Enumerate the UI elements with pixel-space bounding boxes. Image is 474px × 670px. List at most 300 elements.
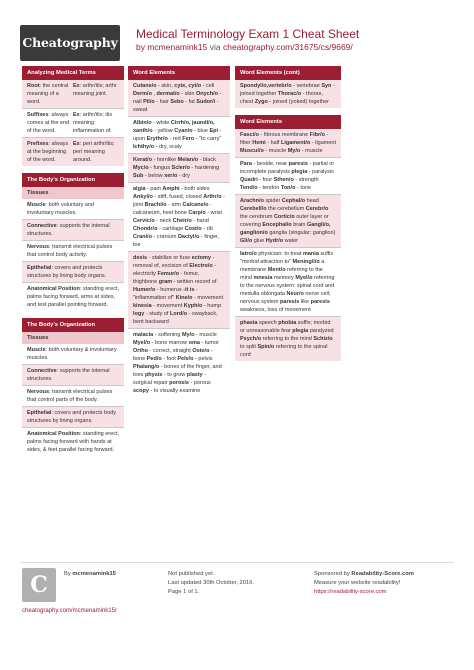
table-row bbox=[22, 406, 124, 427]
word-elements-table bbox=[128, 80, 230, 397]
table-row bbox=[128, 153, 230, 182]
word-element-term: algia bbox=[133, 186, 146, 192]
term-definition: : always at the beginning of the word. bbox=[27, 141, 69, 163]
word-element-term: Thorac/o bbox=[277, 91, 302, 97]
word-element-term: Electro/o bbox=[189, 263, 213, 269]
term-definition: : standing erect, palms facing forward, arms at sides, and test parallel pointing forward. bbox=[27, 286, 120, 308]
table-row bbox=[22, 240, 124, 261]
tissues-subheader-2: Tissues bbox=[22, 332, 124, 344]
word-element-meaning: - porous bbox=[188, 380, 211, 386]
author-name-link[interactable]: mcmenamink15 bbox=[72, 571, 116, 577]
word-element-meaning: - tone bbox=[295, 185, 312, 191]
word-element-meaning: - muscle bbox=[300, 148, 323, 154]
word-element-term: Fero bbox=[182, 136, 195, 142]
word-element-term: Myc/o bbox=[133, 165, 149, 171]
word-element-term: plasty bbox=[186, 372, 203, 378]
word-element-term: -it is bbox=[183, 287, 195, 293]
word-element-meaning: - below bbox=[143, 173, 165, 179]
word-element-term: paresis bbox=[288, 161, 308, 167]
word-element-term: Iatro/o bbox=[240, 251, 257, 257]
word-element-term: Spin/o bbox=[257, 344, 275, 350]
word-element-meaning: the cerebrum bbox=[240, 214, 274, 220]
term-name: Connective bbox=[27, 223, 57, 229]
word-element-term: Sthen/o bbox=[273, 177, 294, 183]
word-element-meaning: - "to carry" bbox=[194, 136, 222, 142]
word-element-term: Gli/o bbox=[240, 238, 253, 244]
word-element-term: physis bbox=[144, 372, 163, 378]
sponsored-label: Sponsored by bbox=[314, 571, 350, 577]
body-organization-table-2 bbox=[22, 344, 124, 456]
word-element-term: Pelv/o bbox=[177, 356, 194, 362]
word-element-term: Gangli/o, ganglion/o bbox=[240, 222, 331, 236]
word-element-meaning: ganglia (singular: ganglion) bbox=[267, 230, 336, 236]
word-element-term: gram bbox=[158, 279, 173, 285]
column-1 bbox=[22, 66, 124, 456]
table-row bbox=[22, 199, 124, 219]
word-element-term: Phalang/o bbox=[133, 364, 160, 370]
word-element-term: kinesia bbox=[133, 303, 152, 309]
word-element-meaning: weakness, loss of movement bbox=[240, 307, 311, 313]
word-element-term: paresis bbox=[280, 299, 300, 305]
word-element-term: Oste/o bbox=[192, 348, 210, 354]
word-element-meaning: - stabilize or fuse bbox=[147, 255, 192, 261]
word-element-meaning: referring to the mind bbox=[240, 267, 323, 281]
word-element-term: Fibr/o bbox=[309, 132, 325, 138]
word-element-term: xer/o bbox=[164, 173, 178, 179]
word-element-term: scopy bbox=[133, 388, 149, 394]
word-element-meaning: - dry, scaly bbox=[154, 144, 182, 150]
analyzing-medical-terms-header: Analyzing Medical Terms bbox=[22, 66, 124, 80]
sponsor-tagline: Measure your website readability! bbox=[314, 580, 401, 586]
word-elements-cont-header: Word Elements (cont) bbox=[235, 66, 341, 80]
analyzing-medical-terms-table bbox=[22, 80, 124, 166]
word-elements-header-2: Word Elements bbox=[235, 115, 341, 129]
example-cell bbox=[73, 111, 119, 135]
table-row bbox=[235, 247, 341, 316]
body-organization-table-1 bbox=[22, 199, 124, 311]
word-element-meaning: - thorax, chest bbox=[240, 91, 323, 105]
word-element-term: Cephal/o bbox=[281, 198, 306, 204]
word-element-meaning: - cartilage bbox=[157, 226, 185, 232]
word-element-term: Tend/o bbox=[240, 185, 258, 191]
word-element-term: Spondyl/o,vertebr/o bbox=[240, 83, 292, 89]
word-element-meaning: - skin, bbox=[156, 83, 175, 89]
word-element-meaning: - fat bbox=[183, 99, 197, 105]
word-element-term: Brachi/o bbox=[144, 202, 167, 208]
table-row bbox=[235, 129, 341, 157]
word-element-meaning: - four bbox=[257, 177, 274, 183]
word-element-term: Schiz/o bbox=[313, 336, 333, 342]
word-element-term: Cerebell/o bbox=[240, 206, 267, 212]
word-element-term: Kyph/o bbox=[183, 303, 203, 309]
table-row bbox=[22, 219, 124, 240]
word-element-term: Derm/o bbox=[133, 91, 152, 97]
word-element-term: Fasci/o bbox=[240, 132, 259, 138]
word-element-term: Cortic/o bbox=[273, 214, 295, 220]
word-element-meaning: - wrist bbox=[205, 210, 222, 216]
word-element-meaning: - movement bbox=[192, 295, 224, 301]
word-element-meaning: - muscle bbox=[263, 148, 288, 154]
example-cell bbox=[73, 140, 119, 164]
table-row bbox=[235, 80, 341, 108]
word-element-meaning: referring to the nervous system: spinal cord and medulla oblongata bbox=[240, 275, 335, 297]
word-element-term: Dactyl/o bbox=[177, 234, 200, 240]
table-row bbox=[22, 385, 124, 406]
table-row bbox=[22, 282, 124, 311]
word-element-term: malacia bbox=[133, 332, 154, 338]
term-definition: : both voluntary and involuntary muscles. bbox=[27, 202, 94, 216]
word-element-meaning: to split bbox=[240, 344, 258, 350]
word-element-meaning: - cell bbox=[201, 83, 215, 89]
table-row bbox=[235, 316, 341, 361]
word-element-term: logy bbox=[133, 311, 145, 317]
tissues-subheader-1: Tissues bbox=[22, 187, 124, 199]
table-row bbox=[22, 344, 124, 364]
word-element-meaning: - beside, near bbox=[251, 161, 289, 167]
word-element-term: Cheir/o bbox=[172, 218, 192, 224]
word-element-term: Syn bbox=[321, 83, 332, 89]
word-element-meaning: - hair bbox=[154, 99, 171, 105]
footer-logo-letter: C bbox=[30, 572, 48, 598]
word-element-term: Arachn/o bbox=[240, 198, 264, 204]
word-element-term: Cutane/o bbox=[133, 83, 157, 89]
word-elements-header: Word Elements bbox=[128, 66, 230, 80]
word-element-term: Arthr/o bbox=[203, 194, 222, 200]
word-element-meaning: - cranium bbox=[151, 234, 178, 240]
word-element-meaning: - tendon bbox=[257, 185, 281, 191]
word-element-meaning: physician: to treat bbox=[256, 251, 303, 257]
term-name: Anatomical Position bbox=[27, 286, 80, 292]
word-element-meaning: - joined (yoked) together bbox=[267, 99, 329, 105]
word-element-meaning: - fiber bbox=[240, 132, 329, 146]
word-element-term: Kerat/o bbox=[133, 157, 152, 163]
table-row bbox=[22, 80, 124, 108]
word-element-meaning: - foot bbox=[161, 356, 178, 362]
term-name: Prefixes bbox=[27, 141, 49, 147]
word-element-meaning: - skin bbox=[179, 91, 196, 97]
word-element-meaning: - dry bbox=[177, 173, 190, 179]
word-element-term: Psych/o bbox=[240, 336, 262, 342]
word-element-meaning: - upon bbox=[133, 128, 222, 142]
word-element-term: Sudor/i bbox=[196, 99, 216, 105]
word-element-term: My/o bbox=[287, 148, 301, 154]
word-element-meaning: - paralysis bbox=[307, 169, 334, 175]
cheatography-logo[interactable] bbox=[20, 25, 120, 61]
word-element-term: Cervic/o bbox=[133, 218, 155, 224]
word-element-term: Quadri bbox=[240, 177, 258, 183]
word-element-term: Amphi bbox=[162, 186, 180, 192]
by-label: By bbox=[64, 571, 71, 577]
word-element-term: Ligament/o bbox=[280, 140, 311, 146]
word-element-term: Melan/o bbox=[177, 157, 199, 163]
table-row bbox=[128, 251, 230, 328]
example-label: Ex bbox=[73, 83, 80, 89]
word-element-meaning: - red bbox=[167, 136, 183, 142]
word-element-meaning: - hand bbox=[191, 218, 209, 224]
word-element-meaning: - "inflammation of" bbox=[133, 287, 198, 301]
word-element-term: phasia bbox=[240, 320, 258, 326]
word-element-meaning: - hornlike bbox=[151, 157, 178, 163]
example-text: : peri arthr/itis; peri meaning around. bbox=[73, 141, 115, 163]
word-element-meaning: - half bbox=[265, 140, 281, 146]
word-element-term: Ton/o bbox=[280, 185, 296, 191]
word-element-term: Epi bbox=[209, 128, 218, 134]
word-element-meaning: head bbox=[305, 198, 319, 204]
word-element-meaning: - muscle bbox=[194, 332, 217, 338]
table-row bbox=[22, 261, 124, 282]
footer-divider bbox=[20, 562, 454, 563]
word-element-term: cyte, cyt/o bbox=[174, 83, 202, 89]
table-row bbox=[235, 194, 341, 247]
word-element-term: Mening/i/o bbox=[292, 259, 320, 265]
word-element-term: Ankyl/o bbox=[133, 194, 153, 200]
word-element-meaning: water bbox=[283, 238, 299, 244]
word-element-meaning: - surgical repair bbox=[133, 372, 207, 386]
word-element-term: Calcane/o bbox=[182, 202, 209, 208]
word-element-meaning: - calcaneum, heel bone bbox=[133, 202, 212, 216]
word-element-meaning: - bones of the finger, and toes bbox=[133, 364, 222, 378]
column-2 bbox=[128, 66, 230, 397]
term-definition: : covers and protects body structures by lining organs. bbox=[27, 410, 116, 424]
word-element-meaning: - movement bbox=[151, 303, 184, 309]
word-elements-table-2 bbox=[235, 129, 341, 361]
word-element-meaning: - fungus bbox=[148, 165, 172, 171]
word-element-term: Carp/o bbox=[188, 210, 206, 216]
word-element-meaning: - joint bbox=[133, 194, 225, 208]
word-element-meaning: referring to the spinal cord bbox=[240, 344, 328, 358]
word-element-meaning: suffix "morbid attraction to" bbox=[240, 251, 334, 265]
term-cell bbox=[27, 140, 73, 164]
term-cell bbox=[27, 82, 73, 106]
word-element-term: Cost/o bbox=[184, 226, 202, 232]
word-element-meaning: - to grow bbox=[162, 372, 187, 378]
term-name: Epithelial bbox=[27, 265, 52, 271]
word-element-meaning: , bbox=[151, 91, 157, 97]
word-element-meaning: memory bbox=[272, 275, 296, 281]
word-element-meaning: - correct, straight bbox=[147, 348, 193, 354]
word-element-term: Albin/o bbox=[133, 120, 152, 126]
column-3 bbox=[235, 66, 341, 361]
term-definition: : both voluntary & involuntary muscles. bbox=[27, 347, 117, 361]
word-element-meaning: - electricity bbox=[133, 263, 217, 277]
word-element-term: mnesia bbox=[253, 275, 273, 281]
word-element-meaning: - ligament bbox=[310, 140, 337, 146]
example-text: : arthr/itis; itis meaning inflammation of. bbox=[73, 112, 113, 134]
word-element-meaning: - strength bbox=[293, 177, 319, 183]
word-element-meaning: - femur, thighbone bbox=[133, 271, 200, 285]
word-element-term: Myel/o bbox=[295, 275, 313, 281]
term-definition: : supports the internal structures. bbox=[27, 223, 110, 237]
word-element-meaning: - arm bbox=[166, 202, 183, 208]
table-row bbox=[22, 427, 124, 456]
word-element-term: phobia bbox=[278, 320, 297, 326]
word-element-term: Chondr/o bbox=[133, 226, 158, 232]
example-cell bbox=[73, 82, 119, 106]
word-element-term: Sebo bbox=[170, 99, 184, 105]
word-element-term: Hydr/o bbox=[265, 238, 284, 244]
word-element-meaning: - bone marrow bbox=[150, 340, 189, 346]
table-row bbox=[128, 328, 230, 397]
word-element-term: Lord/o bbox=[170, 311, 188, 317]
word-element-term: Hemi bbox=[252, 140, 266, 146]
word-element-meaning: - pain bbox=[145, 186, 163, 192]
word-element-term: ectomy bbox=[191, 255, 211, 261]
word-element-meaning: spider bbox=[263, 198, 282, 204]
word-element-meaning: - both sides bbox=[179, 186, 210, 192]
word-element-term: desis bbox=[133, 255, 148, 261]
author-profile-link[interactable]: cheatography.com/mcmenamink15/ bbox=[22, 608, 117, 614]
example-label: Ex bbox=[73, 112, 80, 118]
word-element-meaning: - yellow bbox=[152, 128, 175, 134]
word-element-meaning: - pelvis bbox=[193, 356, 213, 362]
word-element-meaning: speech bbox=[257, 320, 279, 326]
word-element-term: My/o bbox=[181, 332, 195, 338]
word-element-meaning: - joined together bbox=[240, 83, 335, 97]
word-element-meaning: - rib bbox=[201, 226, 213, 232]
table-row bbox=[128, 182, 230, 251]
table-row bbox=[22, 108, 124, 137]
table-row bbox=[22, 137, 124, 166]
word-element-meaning: - to visually examine bbox=[148, 388, 201, 394]
table-row bbox=[22, 364, 124, 385]
term-name: Anatomical Position bbox=[27, 431, 80, 437]
word-element-term: plegia bbox=[292, 328, 309, 334]
footer-author bbox=[64, 570, 116, 579]
cheatography-c-logo bbox=[22, 568, 56, 602]
word-element-term: dermat/o bbox=[156, 91, 180, 97]
table-row bbox=[128, 116, 230, 153]
sheet-url-link[interactable]: cheatography.com/31675/cs/9669/ bbox=[222, 42, 353, 52]
word-element-term: Sub bbox=[133, 173, 144, 179]
word-element-term: porosis bbox=[169, 380, 189, 386]
word-element-meaning: - sweat bbox=[133, 99, 219, 113]
example-label: Ex bbox=[73, 141, 80, 147]
word-element-term: Ortho bbox=[133, 348, 148, 354]
word-element-term: Ped/o bbox=[146, 356, 162, 362]
term-name: Epithelial bbox=[27, 410, 52, 416]
word-element-meaning: outer layer or covering bbox=[240, 214, 329, 228]
word-element-term: Zygo bbox=[254, 99, 268, 105]
word-element-meaning: brain bbox=[291, 222, 307, 228]
word-element-meaning: - black bbox=[198, 157, 216, 163]
word-element-meaning: - bone bbox=[133, 348, 213, 362]
published-status: Not published yet. bbox=[168, 571, 215, 577]
word-element-meaning: referring to the mind bbox=[261, 336, 314, 342]
word-element-term: Cirrh/o, jaundi/o, xanth/o bbox=[133, 120, 215, 134]
word-element-meaning: glue bbox=[252, 238, 266, 244]
term-name: Muscle bbox=[27, 347, 46, 353]
sponsor-name-link[interactable]: Readability-Score.com bbox=[351, 571, 414, 577]
word-element-term: Ment/o bbox=[267, 267, 286, 273]
word-element-meaning: - neck bbox=[154, 218, 173, 224]
term-definition: : transmit electrical pulses that control parts of the body. bbox=[27, 389, 113, 403]
word-element-meaning: a membrane bbox=[240, 259, 325, 273]
term-definition: : the central meaning of a word. bbox=[27, 83, 69, 105]
word-element-meaning: - study of bbox=[144, 311, 170, 317]
word-element-term: Myel/o bbox=[133, 340, 151, 346]
word-element-term: Femur/o bbox=[157, 271, 180, 277]
word-element-meaning: - fibrous membrane bbox=[258, 132, 310, 138]
word-element-meaning: - removal of, excision of bbox=[133, 255, 215, 269]
term-definition: : always comes at the end of the word. bbox=[27, 112, 70, 134]
word-element-meaning: - swayback, bent backward bbox=[133, 311, 218, 325]
last-updated: Last updated 30th October, 2016. bbox=[168, 580, 255, 586]
word-element-meaning: suffix; morbid or unreasonable fear bbox=[240, 320, 331, 334]
term-definition: : standing erect, palms facing forward with hands at sides, & feet parallel facing forward. bbox=[27, 431, 120, 453]
term-name: Nervous bbox=[27, 244, 50, 250]
word-element-term: paresis bbox=[310, 299, 330, 305]
term-definition: : supports the internal structures. bbox=[27, 368, 110, 382]
word-element-term: Kine/o bbox=[175, 295, 193, 301]
page-subtitle bbox=[136, 42, 353, 52]
word-element-term: oma bbox=[188, 340, 200, 346]
word-element-meaning: - blue bbox=[192, 128, 210, 134]
page-title: Medical Terminology Exam 1 Cheat Sheet bbox=[136, 27, 360, 41]
word-element-term: Scler/o bbox=[171, 165, 190, 171]
author-byline[interactable]: by mcmenamink15 bbox=[136, 42, 208, 52]
term-name: Suffixes bbox=[27, 112, 49, 118]
body-organization-header-2: The Body's Organization bbox=[22, 318, 124, 332]
word-element-term: Muscul/o bbox=[240, 148, 264, 154]
page-count: Page 1 of 1. bbox=[168, 589, 200, 595]
word-element-term: Cyan/o bbox=[174, 128, 193, 134]
word-element-term: Para bbox=[240, 161, 252, 167]
footer-sponsor bbox=[314, 570, 414, 597]
term-definition: : transmit electrical pulses that control body activity. bbox=[27, 244, 113, 258]
word-element-meaning: - humerus bbox=[155, 287, 184, 293]
term-cell bbox=[27, 111, 73, 135]
word-element-term: Encephal/o bbox=[262, 222, 292, 228]
word-element-meaning: paralyzed bbox=[308, 328, 334, 334]
word-element-meaning: - nail bbox=[133, 91, 222, 105]
sponsor-url-link[interactable]: https://readability-score.com bbox=[314, 589, 387, 595]
word-element-meaning: - white bbox=[151, 120, 171, 126]
word-element-meaning: nerve cell; nervous system bbox=[240, 291, 331, 305]
word-element-meaning: - vertebrae bbox=[291, 83, 322, 89]
word-element-term: Pil/o bbox=[143, 99, 155, 105]
word-element-term: Humer/o bbox=[133, 287, 156, 293]
table-row bbox=[235, 157, 341, 194]
word-element-term: Ichthy/o bbox=[133, 144, 155, 150]
word-element-term: Onych/o bbox=[195, 91, 218, 97]
via-text: via bbox=[209, 42, 221, 52]
term-name: Nervous bbox=[27, 389, 50, 395]
term-definition: : covers and protects structures by lining body organs. bbox=[27, 265, 107, 279]
word-element-term: Cerebr/o bbox=[305, 206, 329, 212]
word-elements-cont-table bbox=[235, 80, 341, 108]
word-element-term: Erythr/o bbox=[146, 136, 168, 142]
term-name: Root bbox=[27, 83, 40, 89]
example-text: : arthr/itis; arthr meaning joint. bbox=[73, 83, 117, 97]
word-element-meaning: - hump bbox=[202, 303, 222, 309]
word-element-term: Crani/o bbox=[133, 234, 152, 240]
word-element-meaning: - finger, toe bbox=[133, 234, 220, 248]
table-row bbox=[128, 80, 230, 116]
word-element-meaning: - hardening bbox=[189, 165, 220, 171]
body-organization-header-1: The Body's Organization bbox=[22, 173, 124, 187]
term-name: Muscle bbox=[27, 202, 46, 208]
word-element-meaning: - stiff, fused, closed bbox=[152, 194, 204, 200]
word-element-meaning: the cerebellum bbox=[266, 206, 306, 212]
word-element-meaning: - written record of bbox=[172, 279, 217, 285]
term-name: Connective bbox=[27, 368, 57, 374]
word-element-meaning: like bbox=[299, 299, 311, 305]
word-element-term: plegia bbox=[291, 169, 308, 175]
logo-text: Cheatography bbox=[22, 35, 118, 50]
word-element-term: mania bbox=[302, 251, 319, 257]
footer-status bbox=[168, 570, 254, 597]
word-element-term: Neur/o bbox=[286, 291, 304, 297]
